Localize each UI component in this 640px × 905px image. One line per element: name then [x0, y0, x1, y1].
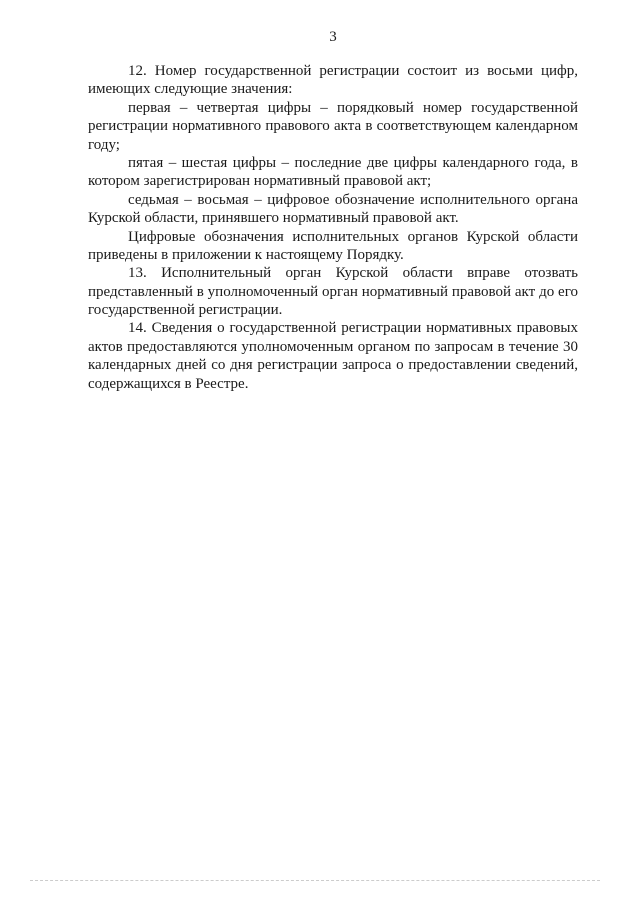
- document-body: [88, 62, 578, 393]
- paragraph-line: котором зарегистрирован нормативный правовой акт;: [88, 173, 432, 190]
- paragraph-line: 14. Сведения о государственной регистрации нормативных правовых: [128, 320, 578, 337]
- paragraph: [88, 62, 578, 99]
- paragraph-line: содержащихся в Реестре.: [88, 375, 249, 392]
- paragraph-line: Курской области, принявшего нормативный правовой акт.: [88, 210, 459, 227]
- paragraph: [88, 154, 578, 191]
- paragraph: [88, 264, 578, 319]
- paragraph-line: пятая – шестая цифры – последние две цифры календарного года, в: [128, 154, 578, 171]
- paragraph: [88, 228, 578, 265]
- paragraph: [88, 99, 578, 154]
- paragraph: [88, 191, 578, 228]
- paragraph-line: первая – четвертая цифры – порядковый номер государственной: [128, 99, 578, 116]
- paragraph-line: актов предоставляются уполномоченным органом по запросам в течение 30: [88, 338, 578, 355]
- paragraph-line: 13. Исполнительный орган Курской области вправе отозвать: [128, 265, 578, 282]
- paragraph-line: 12. Номер государственной регистрации состоит из восьми цифр,: [128, 63, 578, 79]
- page-number: 3: [329, 29, 337, 45]
- paragraph-line: Цифровые обозначения исполнительных органов Курской области: [128, 228, 578, 245]
- paragraph-line: году;: [88, 136, 120, 153]
- paragraph-line: седьмая – восьмая – цифровое обозначение исполнительного органа: [128, 191, 578, 208]
- paragraph-line: представленный в уполномоченный орган нормативный правовой акт до его: [88, 283, 578, 300]
- paragraph-line: приведены в приложении к настоящему Порядку.: [88, 246, 404, 263]
- paragraph-line: календарных дней со дня регистрации запроса о предоставлении сведений,: [88, 357, 578, 374]
- paragraph: [88, 319, 578, 393]
- scan-edge-divider: [30, 880, 600, 881]
- paragraph-line: государственной регистрации.: [88, 302, 283, 319]
- paragraph-line: регистрации нормативного правового акта в соответствующем календарном: [88, 118, 578, 135]
- paragraph-line: имеющих следующие значения:: [88, 81, 293, 98]
